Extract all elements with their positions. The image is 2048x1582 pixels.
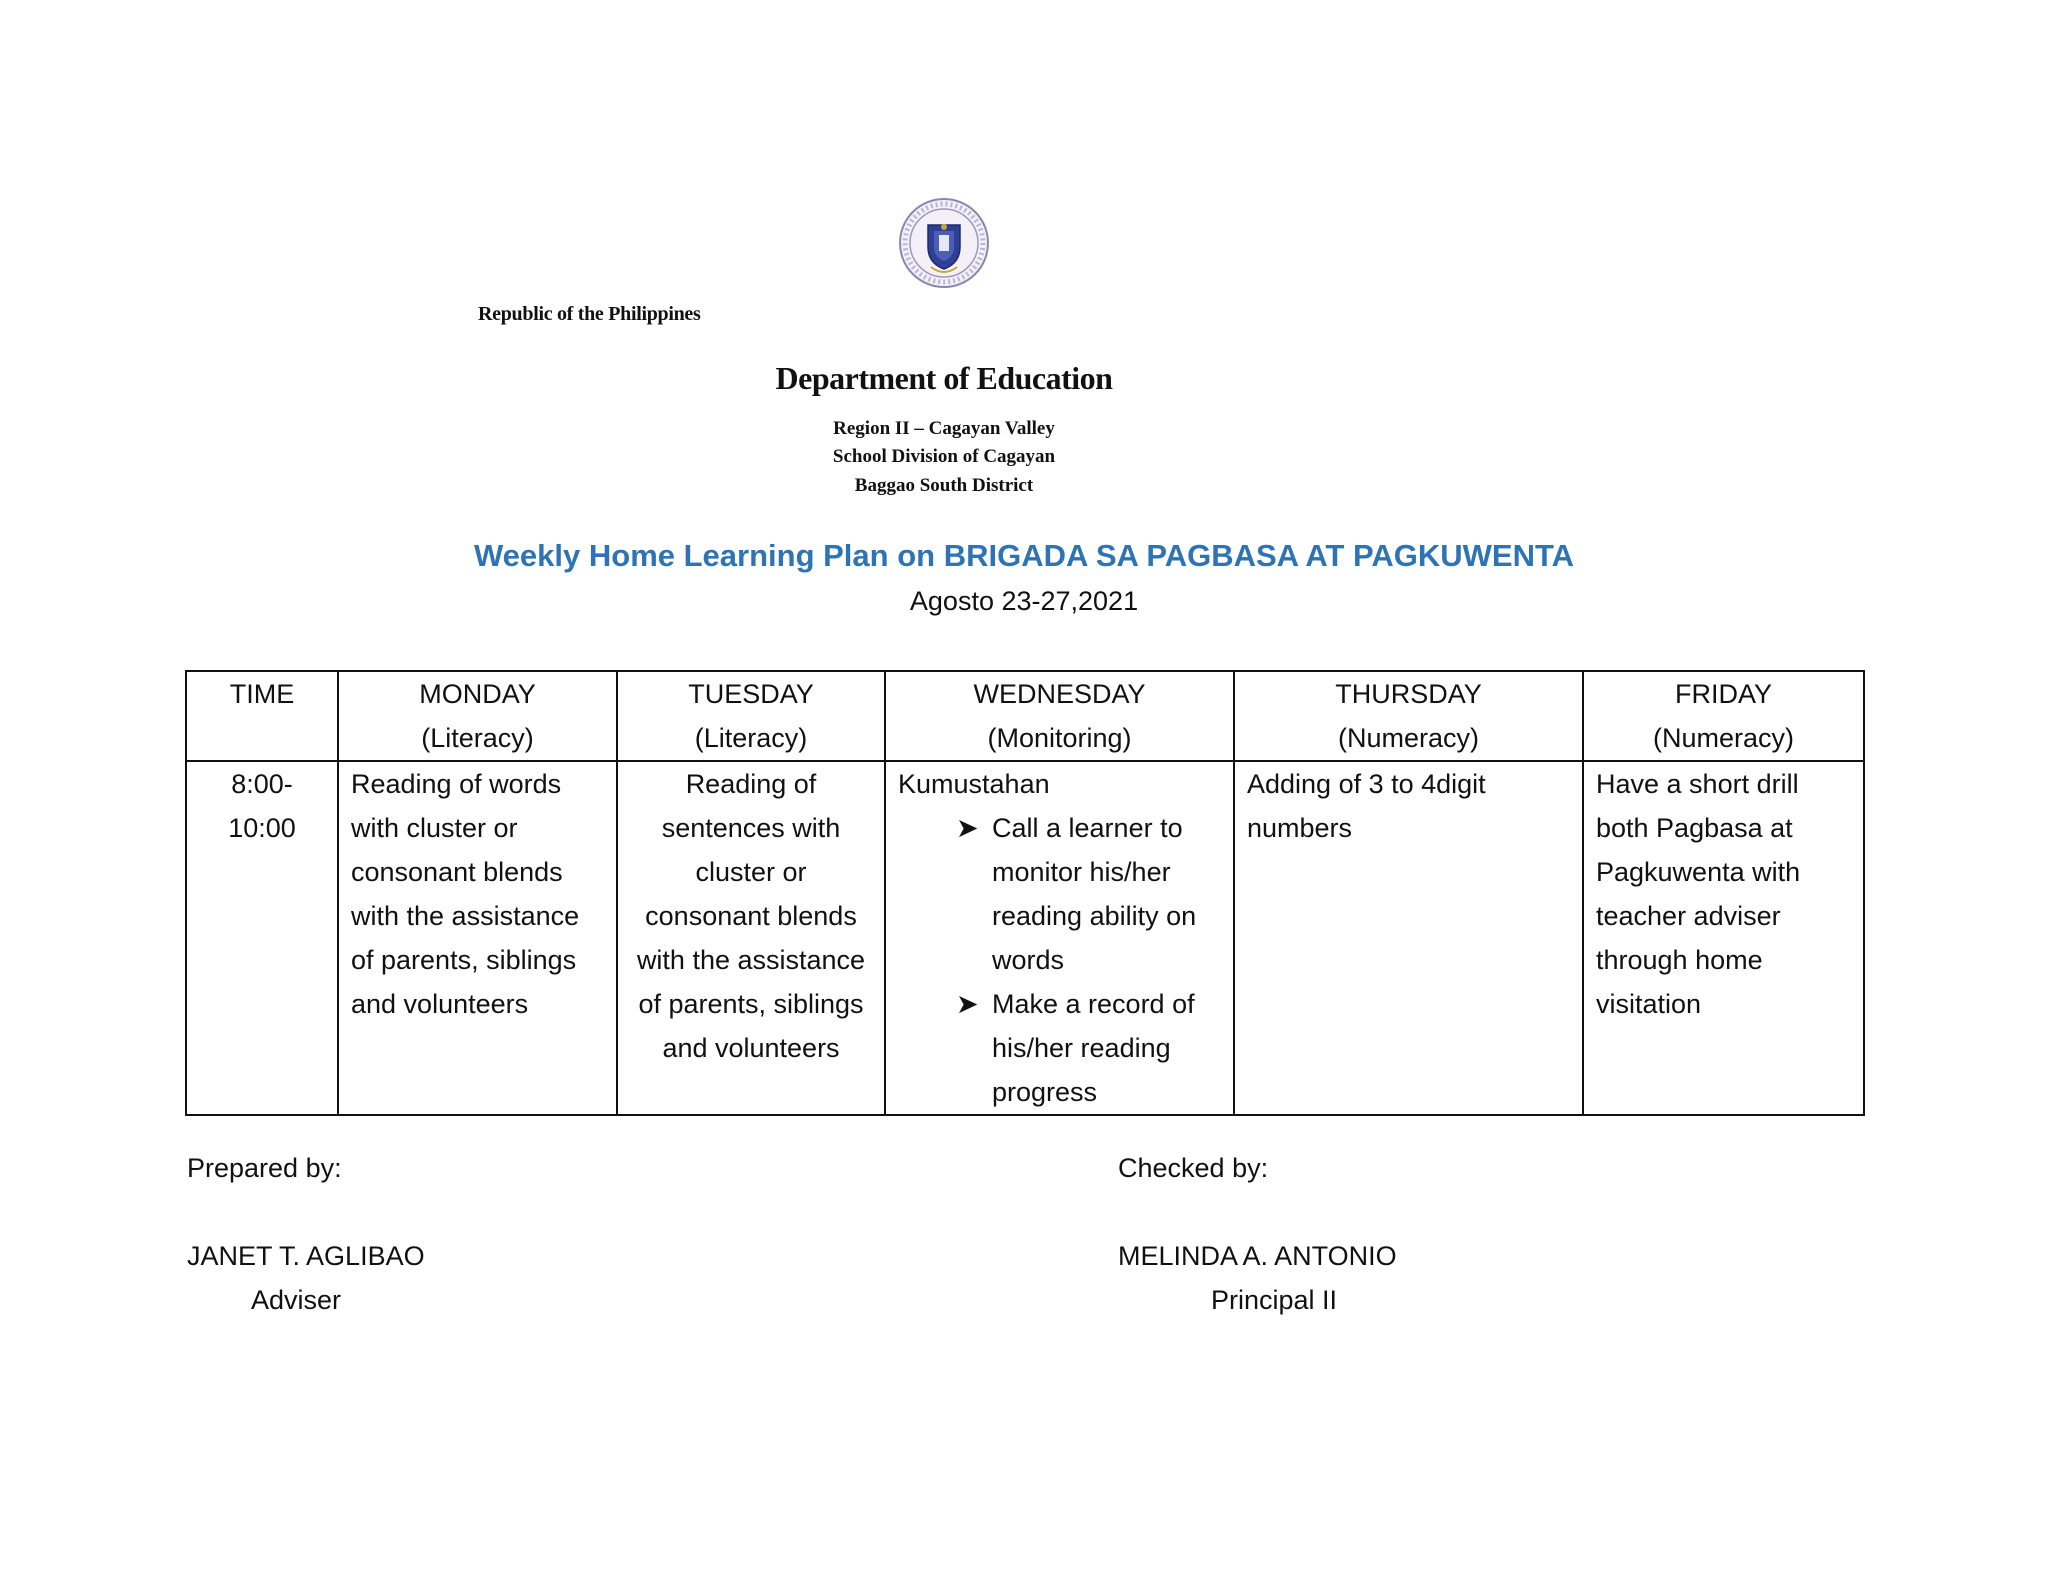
header-friday xyxy=(1583,671,1864,761)
checked-by-role: Principal II xyxy=(1211,1285,1338,1315)
department-name: Department of Education xyxy=(775,360,1113,396)
header-day: MONDAY xyxy=(419,679,536,709)
district-line: Baggao South District xyxy=(854,475,1034,496)
list-item: ➤ Call a learner to monitor his/her reading ability on words xyxy=(898,806,1221,982)
checked-by-name: MELINDA A. ANTONIO xyxy=(1118,1241,1397,1271)
division-line: School Division of Cagayan xyxy=(832,446,1056,467)
plan-title: Weekly Home Learning Plan on BRIGADA SA PAGBASA AT PAGKUWENTA xyxy=(473,538,1574,573)
header-thursday xyxy=(1234,671,1583,761)
header-tuesday xyxy=(617,671,885,761)
header-day: FRIDAY xyxy=(1674,679,1772,709)
learning-plan-table xyxy=(185,670,1865,1116)
prepared-by-label: Prepared by: xyxy=(187,1153,342,1183)
republic-line: Republic of the Philippines xyxy=(478,303,701,325)
cell-tuesday: Reading of sentences with cluster or consonant blends with the assistance of parents, siblings and volunteers xyxy=(617,761,885,1115)
cell-monday: Reading of words with cluster or consonant blends with the assistance of parents, siblings and volunteers xyxy=(338,761,617,1115)
deped-seal-icon xyxy=(898,197,990,289)
header-monday xyxy=(338,671,617,761)
header-day: THURSDAY xyxy=(1335,679,1482,709)
table-header-row xyxy=(186,671,1864,761)
header-time: TIME xyxy=(186,671,338,761)
table-row xyxy=(186,761,1864,1115)
cell-thursday: Adding of 3 to 4digit numbers xyxy=(1234,761,1583,1115)
header-focus: (Numeracy) xyxy=(1652,723,1794,753)
plan-date: Agosto 23-27,2021 xyxy=(909,586,1139,616)
list-item: ➤ Make a record of his/her reading progress xyxy=(898,982,1221,1114)
prepared-by-name: JANET T. AGLIBAO xyxy=(187,1241,425,1271)
header-focus: (Literacy) xyxy=(694,723,808,753)
cell-friday: Have a short drill both Pagbasa at Pagkuwenta with teacher adviser through home visitation xyxy=(1583,761,1864,1115)
cell-wednesday xyxy=(885,761,1234,1115)
arrowhead-bullet-icon: ➤ xyxy=(956,989,979,1019)
header-wednesday xyxy=(885,671,1234,761)
arrowhead-bullet-icon: ➤ xyxy=(956,813,979,843)
header-focus: (Numeracy) xyxy=(1337,723,1479,753)
wednesday-title: Kumustahan xyxy=(898,769,1050,799)
region-line: Region II – Cagayan Valley xyxy=(833,418,1055,439)
header-day: TUESDAY xyxy=(688,679,814,709)
wednesday-bullets xyxy=(898,806,1221,1114)
prepared-by-role: Adviser xyxy=(251,1285,342,1315)
header-day: WEDNESDAY xyxy=(973,679,1146,709)
header-focus: (Literacy) xyxy=(421,723,534,753)
cell-time: 8:00-10:00 xyxy=(186,761,338,1115)
checked-by-label: Checked by: xyxy=(1118,1153,1269,1183)
header-focus: (Monitoring) xyxy=(987,723,1132,753)
